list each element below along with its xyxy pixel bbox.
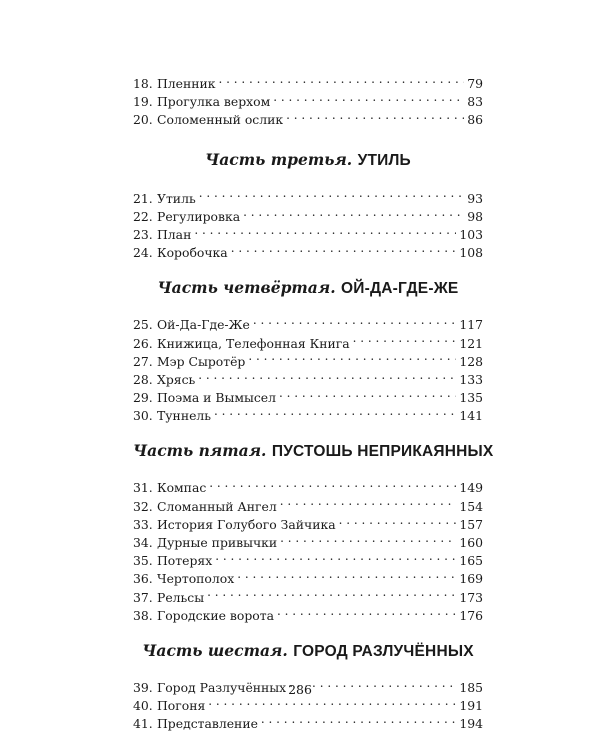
dot-leader xyxy=(339,511,457,529)
chapter-number: 25. xyxy=(133,317,153,333)
chapter-number: 36. xyxy=(133,571,153,587)
chapter-title: Городские ворота xyxy=(157,607,274,623)
chapter-number: 20. xyxy=(133,112,153,128)
part-name: ГОРОД РАЗЛУЧЁННЫХ xyxy=(293,642,474,660)
chapter-number: 28. xyxy=(133,371,153,387)
chapter-number: 40. xyxy=(133,698,153,714)
chapter-number: 21. xyxy=(133,190,153,206)
page-ref: 98 xyxy=(467,208,483,224)
toc-group xyxy=(133,277,483,424)
page-ref: 117 xyxy=(459,317,483,333)
page-ref: 185 xyxy=(459,679,483,695)
chapter-number: 19. xyxy=(133,94,153,110)
chapter-number: 35. xyxy=(133,553,153,569)
dot-leader xyxy=(261,710,456,728)
dot-leader xyxy=(199,185,465,203)
chapter-title: Сломанный Ангел xyxy=(157,498,277,514)
part-heading xyxy=(133,440,494,462)
chapter-title: Поэма и Вымысел xyxy=(157,390,276,406)
chapter-title: Чертополох xyxy=(157,571,235,587)
dot-leader xyxy=(194,221,456,239)
chapter-title: Книжица, Телефонная Книга xyxy=(157,335,350,351)
chapter-title: Регулировка xyxy=(157,208,241,224)
chapter-title: Компас xyxy=(157,480,207,496)
chapter-title: Погоня xyxy=(157,698,206,714)
chapter-number: 34. xyxy=(133,535,153,550)
dot-leader xyxy=(243,203,464,221)
chapter-title: Дурные привычки xyxy=(157,535,278,550)
page-ref: 121 xyxy=(459,335,483,351)
dot-leader xyxy=(248,348,456,366)
part-heading xyxy=(133,277,483,299)
chapter-title: Рельсы xyxy=(157,589,205,605)
page-ref: 173 xyxy=(459,589,483,605)
part-label: Часть пятая. xyxy=(133,441,267,461)
dot-leader xyxy=(198,366,456,384)
dot-leader xyxy=(237,565,456,583)
page-ref: 149 xyxy=(459,480,483,496)
chapter-title: План xyxy=(157,226,192,242)
chapter-title: Потерях xyxy=(157,553,213,569)
page-ref: 135 xyxy=(459,390,483,406)
part-heading xyxy=(133,640,483,662)
dot-leader xyxy=(280,529,456,547)
toc-group xyxy=(133,70,483,128)
part-label: Часть четвёртая. xyxy=(157,278,336,298)
chapter-title: Утиль xyxy=(157,190,196,206)
page-number: 286 xyxy=(288,682,312,697)
part-name: ПУСТОШЬ НЕПРИКАЯННЫХ xyxy=(271,443,494,461)
chapter-title: Туннель xyxy=(157,408,212,424)
chapter-number: 39. xyxy=(133,679,153,695)
part-name: УТИЛЬ xyxy=(357,151,411,169)
chapter-number: 26. xyxy=(133,335,153,351)
page-ref: 108 xyxy=(459,245,483,261)
chapter-number: 29. xyxy=(133,390,153,406)
table-of-contents xyxy=(133,70,494,732)
toc-group xyxy=(133,440,494,623)
page-ref: 160 xyxy=(459,535,483,550)
part-heading xyxy=(133,149,483,171)
chapter-number: 27. xyxy=(133,353,153,369)
chapter-number: 31. xyxy=(133,480,153,496)
dot-leader xyxy=(279,384,456,402)
chapter-title: Прогулка верхом xyxy=(157,94,271,110)
chapter-number: 18. xyxy=(133,76,153,91)
toc-entry[interactable] xyxy=(133,311,483,333)
dot-leader xyxy=(231,239,457,257)
dot-leader xyxy=(209,474,456,492)
chapter-number: 23. xyxy=(133,226,153,242)
page-ref: 194 xyxy=(459,716,483,732)
page-ref: 86 xyxy=(467,112,483,128)
chapter-title: Хрясь xyxy=(157,371,196,387)
page-ref: 157 xyxy=(459,516,483,532)
page-ref: 93 xyxy=(467,190,483,206)
dot-leader xyxy=(286,106,464,124)
part-label: Часть третья. xyxy=(205,149,353,169)
chapter-title: Коробочка xyxy=(157,245,228,261)
chapter-title: Соломенный ослик xyxy=(157,112,284,128)
page-ref: 191 xyxy=(459,698,483,714)
page-ref: 83 xyxy=(467,94,483,110)
page-ref: 128 xyxy=(459,353,483,369)
chapter-title: Представление xyxy=(157,716,258,732)
dot-leader xyxy=(280,493,457,511)
chapter-title: Город Разлучённых xyxy=(157,679,287,695)
page-ref: 79 xyxy=(467,76,483,91)
dot-leader xyxy=(353,330,457,348)
chapter-number: 32. xyxy=(133,498,153,514)
chapter-number: 22. xyxy=(133,208,153,224)
dot-leader xyxy=(219,70,465,88)
page-ref: 133 xyxy=(459,371,483,387)
chapter-title: История Голубого Зайчика xyxy=(157,516,336,532)
dot-leader xyxy=(215,547,456,565)
dot-leader xyxy=(277,602,456,620)
toc-group xyxy=(133,149,483,261)
page-ref: 103 xyxy=(459,226,483,242)
page-ref: 154 xyxy=(459,498,483,514)
chapter-number: 38. xyxy=(133,607,153,623)
chapter-number: 30. xyxy=(133,408,153,424)
chapter-number: 37. xyxy=(133,589,153,605)
page-ref: 141 xyxy=(459,408,483,424)
part-label: Часть шестая. xyxy=(142,640,288,660)
chapter-title: Ой-Да-Где-Же xyxy=(157,317,250,333)
dot-leader xyxy=(214,402,456,420)
page-ref: 169 xyxy=(459,571,483,587)
dot-leader xyxy=(253,311,456,329)
toc-entry[interactable] xyxy=(133,70,483,91)
dot-leader xyxy=(273,88,464,106)
chapter-number: 24. xyxy=(133,245,153,261)
chapter-title: Пленник xyxy=(157,76,216,91)
chapter-title: Мэр Сыротёр xyxy=(157,353,246,369)
page-ref: 165 xyxy=(459,553,483,569)
chapter-number: 33. xyxy=(133,516,153,532)
dot-leader xyxy=(207,584,456,602)
toc-entry[interactable] xyxy=(133,474,483,496)
part-name: ОЙ-ДА-ГДЕ-ЖЕ xyxy=(341,280,459,298)
page-ref: 176 xyxy=(459,607,483,623)
chapter-number: 41. xyxy=(133,716,153,732)
toc-entry[interactable] xyxy=(133,185,483,206)
